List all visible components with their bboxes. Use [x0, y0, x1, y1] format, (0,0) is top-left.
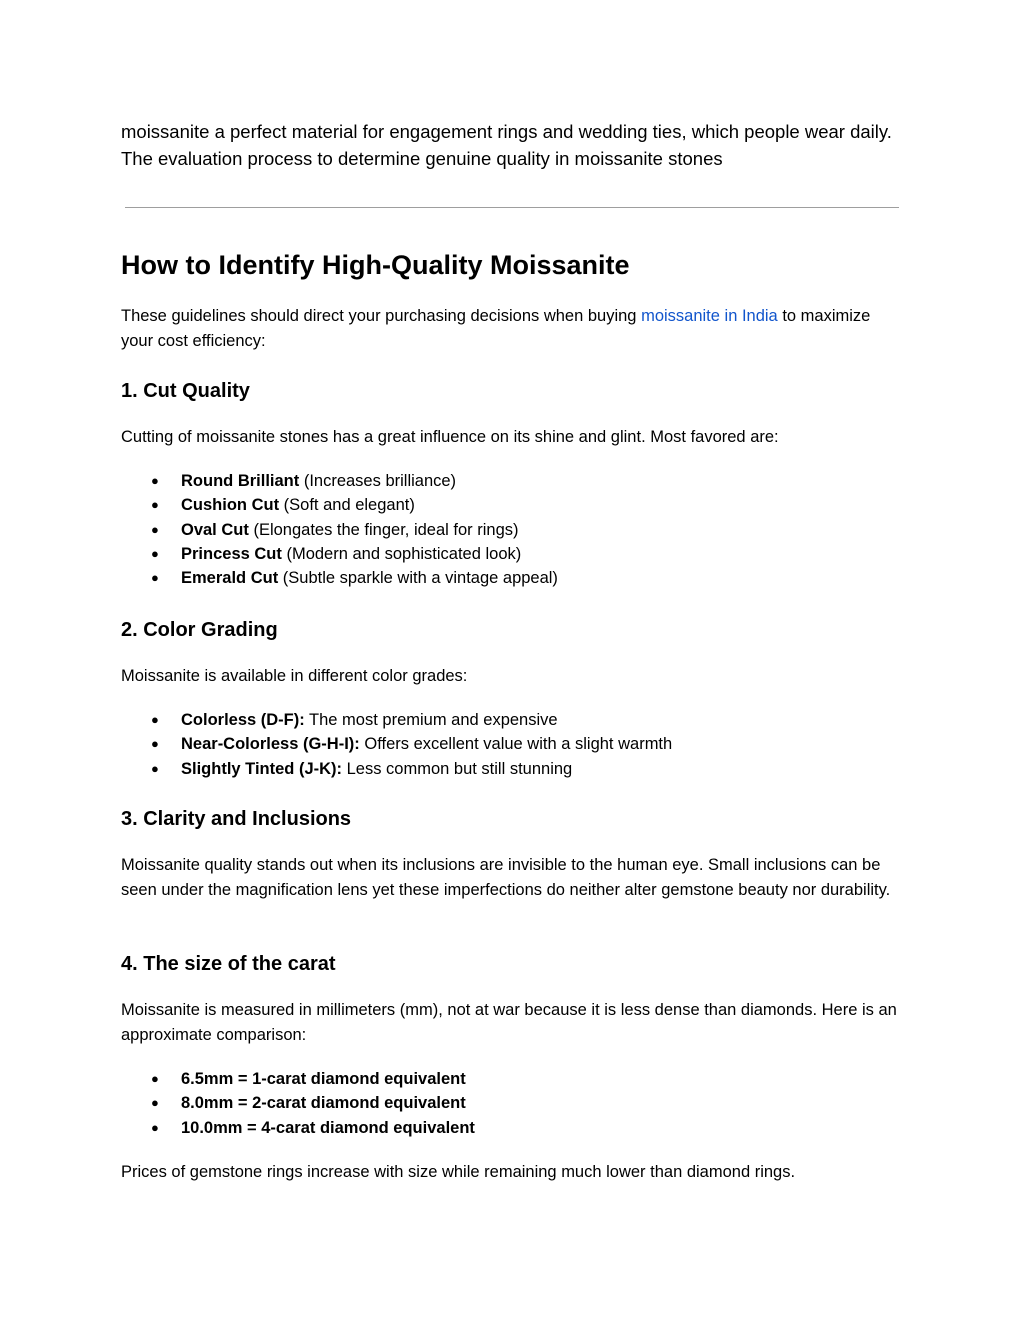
- carat-intro: Moissanite is measured in millimeters (mm), not at war because it is less dense than diamonds. Here is an approximate comparison:: [121, 1001, 897, 1044]
- cut-quality-intro: Cutting of moissanite stones has a great influence on its shine and glint. Most favored are:: [121, 428, 779, 446]
- list-item: [121, 732, 672, 756]
- guidelines-text-before: These guidelines should direct your purchasing decisions when buying: [121, 307, 642, 325]
- moissanite-india-link[interactable]: moissanite in India: [641, 307, 778, 325]
- list-item-bold: 8.0mm = 2-carat diamond equivalent: [181, 1094, 466, 1113]
- list-item-text: Less common but still stunning: [342, 759, 573, 778]
- guidelines-paragraph: [121, 304, 906, 353]
- bullet-icon: ●: [151, 760, 159, 776]
- list-item-bold: Emerald Cut: [181, 569, 279, 588]
- guidelines-text-after: to maximize your cost efficiency:: [121, 307, 871, 350]
- list-item: [121, 1091, 475, 1115]
- list-item: [121, 493, 558, 517]
- clarity-heading: 3. Clarity and Inclusions: [121, 808, 352, 830]
- bullet-icon: ●: [151, 736, 159, 752]
- bullet-icon: ●: [151, 497, 159, 513]
- bullet-icon: ●: [151, 1095, 159, 1111]
- list-item-text: (Modern and sophisticated look): [281, 544, 522, 563]
- list-item-bold: 10.0mm = 4-carat diamond equivalent: [181, 1118, 475, 1137]
- list-item-text: (Elongates the finger, ideal for rings): [248, 520, 519, 539]
- color-grading-intro: Moissanite is available in different color grades:: [121, 667, 468, 685]
- list-item-bold: Round Brilliant: [181, 472, 300, 490]
- clarity-paragraph: Moissanite quality stands out when its inclusions are invisible to the human eye. Small inclusions can be seen under the magnification lens yet these imperfections do neither alter gemstone beauty nor durability.: [121, 856, 891, 899]
- intro-paragraph: moissanite a perfect material for engagement rings and wedding ties, which people wear daily. The evaluation process to determine genuine quality in moissanite stones: [121, 121, 892, 169]
- bullet-icon: ●: [151, 712, 159, 727]
- list-item-text: (Increases brilliance): [299, 472, 457, 490]
- list-item: [121, 1067, 475, 1091]
- cut-list: [121, 469, 558, 590]
- horizontal-divider: [125, 207, 899, 208]
- color-grading-heading: 2. Color Grading: [121, 619, 278, 641]
- list-item: [121, 1116, 475, 1140]
- list-item-bold: Colorless (D-F):: [181, 711, 305, 729]
- carat-heading: 4. The size of the carat: [121, 953, 336, 975]
- bullet-icon: ●: [151, 473, 159, 488]
- list-item: [121, 542, 558, 566]
- list-item-text: (Subtle sparkle with a vintage appeal): [278, 569, 558, 588]
- bullet-icon: ●: [151, 545, 159, 561]
- list-item: [121, 469, 558, 493]
- carat-closing-paragraph: Prices of gemstone rings increase with size while remaining much lower than diamond rings.: [121, 1163, 796, 1181]
- list-item-text: (Soft and elegant): [279, 496, 415, 515]
- bullet-icon: ●: [151, 1071, 159, 1086]
- list-item-text: The most premium and expensive: [304, 711, 558, 729]
- list-item-bold: Cushion Cut: [181, 496, 280, 515]
- carat-list: [121, 1067, 475, 1140]
- cut-quality-heading: 1. Cut Quality: [121, 380, 250, 402]
- list-item-text: Offers excellent value with a slight warmth: [359, 735, 673, 754]
- list-item-bold: Near-Colorless (G-H-I):: [181, 735, 360, 754]
- list-item: [121, 757, 672, 781]
- list-item-bold: Princess Cut: [181, 544, 282, 563]
- list-item: [121, 708, 672, 732]
- bullet-icon: ●: [151, 570, 159, 586]
- page-heading: How to Identify High-Quality Moissanite: [121, 250, 630, 280]
- list-item: [121, 566, 558, 590]
- color-list: [121, 708, 672, 781]
- list-item-bold: 6.5mm = 1-carat diamond equivalent: [181, 1070, 466, 1088]
- bullet-icon: ●: [151, 521, 159, 537]
- list-item: [121, 518, 558, 542]
- bullet-icon: ●: [151, 1119, 159, 1135]
- list-item-bold: Oval Cut: [181, 520, 249, 539]
- list-item-bold: Slightly Tinted (J-K):: [181, 759, 343, 778]
